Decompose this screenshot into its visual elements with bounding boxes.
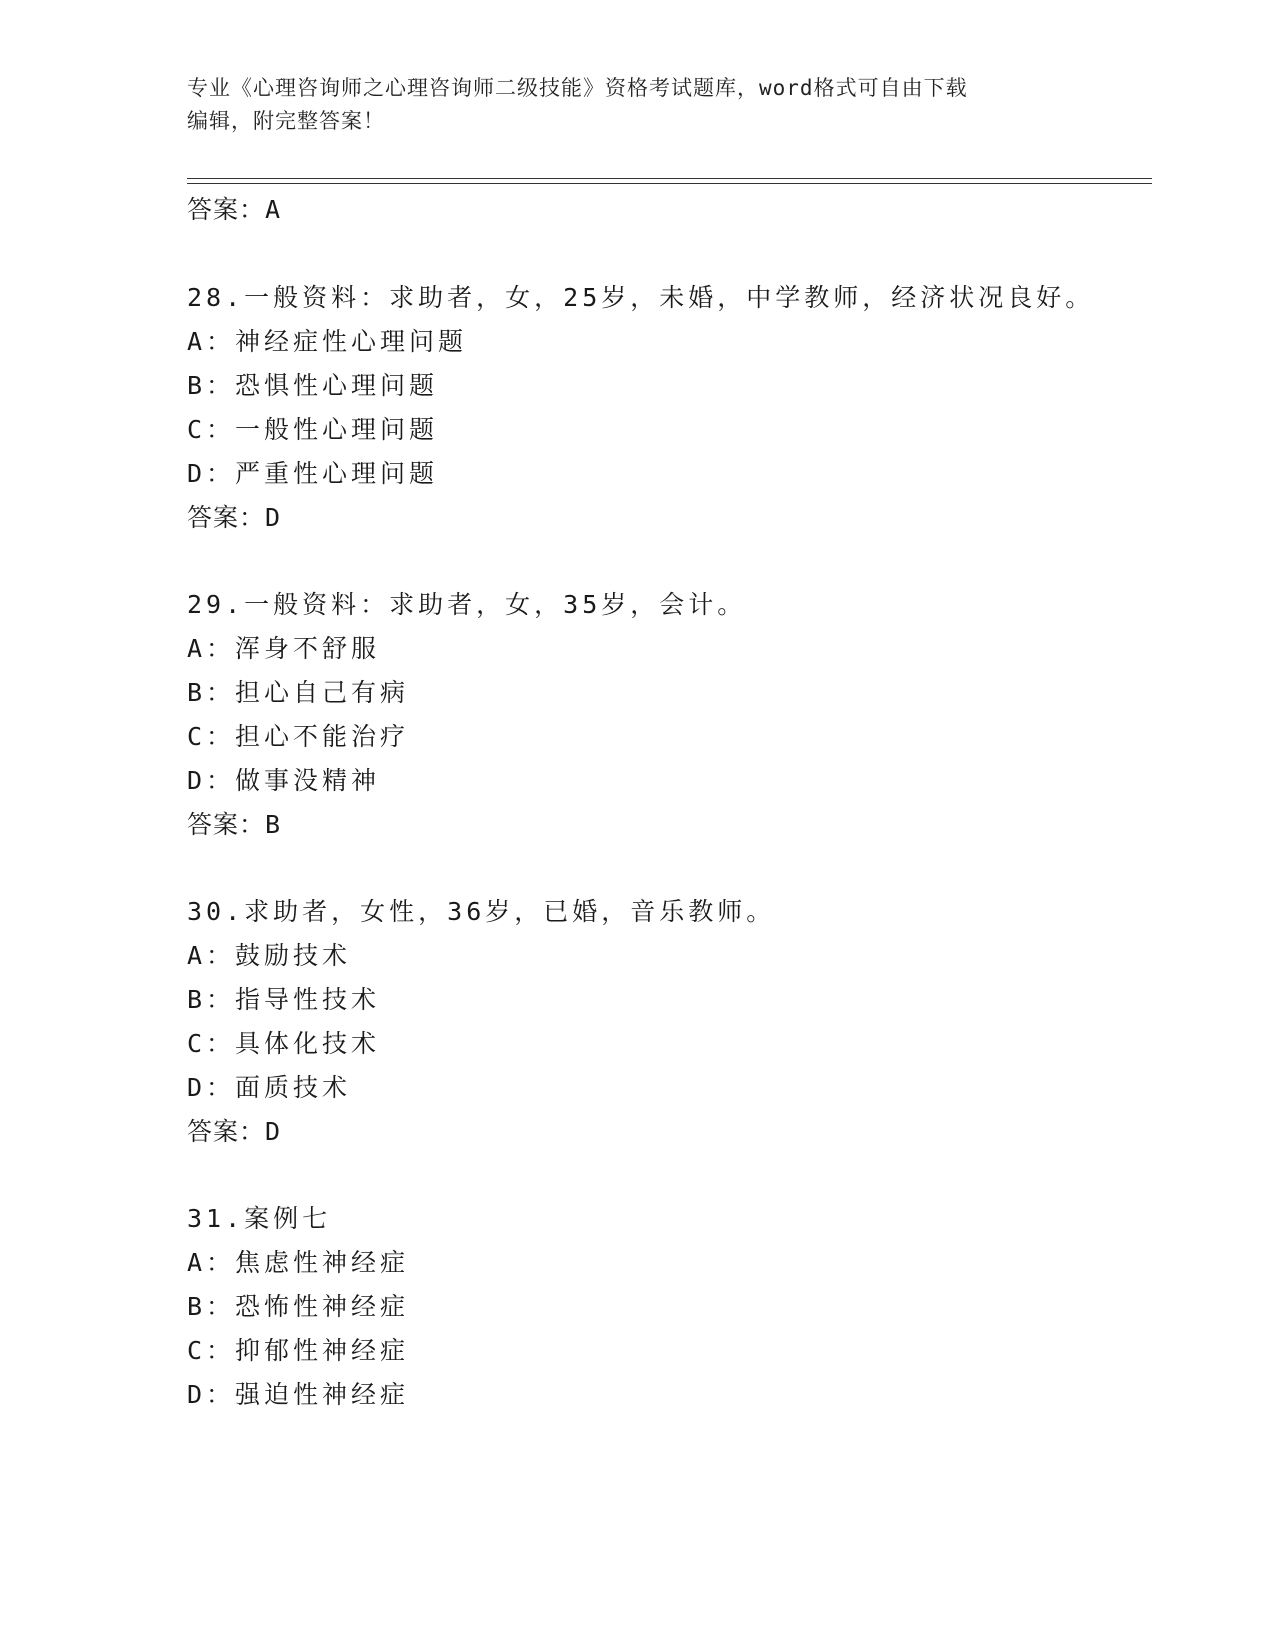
header-line-2: 编辑，附完整答案！ xyxy=(187,109,385,133)
question-30-answer xyxy=(187,1112,281,1148)
question-28-stem: 28.一般资料：求助者，女，25岁，未婚，中学教师，经济状况良好。 xyxy=(187,283,1095,312)
question-28-option-d: D：严重性心理问题 xyxy=(187,459,439,488)
document-header xyxy=(187,72,1087,138)
question-29-stem: 29.一般资料：求助者，女，35岁，会计。 xyxy=(187,590,747,619)
question-28-option-b: B：恐惧性心理问题 xyxy=(187,371,439,400)
answer-label: 答案： xyxy=(187,1117,266,1146)
question-30-option-b: B：指导性技术 xyxy=(187,985,381,1014)
question-30-option-c: C：具体化技术 xyxy=(187,1029,381,1058)
question-28-option-a: A：神经症性心理问题 xyxy=(187,327,468,356)
question-29-option-b: B：担心自己有病 xyxy=(187,678,410,707)
header-divider-top xyxy=(187,178,1152,179)
answer-value: A xyxy=(265,195,282,224)
answer-value: D xyxy=(265,503,282,532)
question-31-option-c: C：抑郁性神经症 xyxy=(187,1336,410,1365)
question-29-option-c: C：担心不能治疗 xyxy=(187,722,410,751)
answer-value: D xyxy=(265,1117,282,1146)
answer-value: B xyxy=(265,810,282,839)
question-30-option-a: A：鼓励技术 xyxy=(187,941,352,970)
question-28-answer xyxy=(187,498,281,534)
answer-label: 答案： xyxy=(187,810,266,839)
question-31-option-d: D：强迫性神经症 xyxy=(187,1380,410,1409)
question-31-option-a: A：焦虑性神经症 xyxy=(187,1248,410,1277)
answer-label: 答案： xyxy=(187,195,266,224)
header-divider-bottom xyxy=(187,183,1152,184)
header-line-1: 专业《心理咨询师之心理咨询师二级技能》资格考试题库，word格式可自由下载 xyxy=(187,76,968,100)
question-28-option-c: C：一般性心理问题 xyxy=(187,415,439,444)
question-31-option-b: B：恐怖性神经症 xyxy=(187,1292,410,1321)
question-30-stem: 30.求助者，女性，36岁，已婚，音乐教师。 xyxy=(187,897,776,926)
answer-label: 答案： xyxy=(187,503,266,532)
question-30-option-d: D：面质技术 xyxy=(187,1073,352,1102)
answer-line-prev xyxy=(187,190,281,226)
question-29-answer xyxy=(187,805,281,841)
question-29-option-a: A：浑身不舒服 xyxy=(187,634,381,663)
question-29-option-d: D：做事没精神 xyxy=(187,766,381,795)
question-31-stem: 31.案例七 xyxy=(187,1204,332,1233)
